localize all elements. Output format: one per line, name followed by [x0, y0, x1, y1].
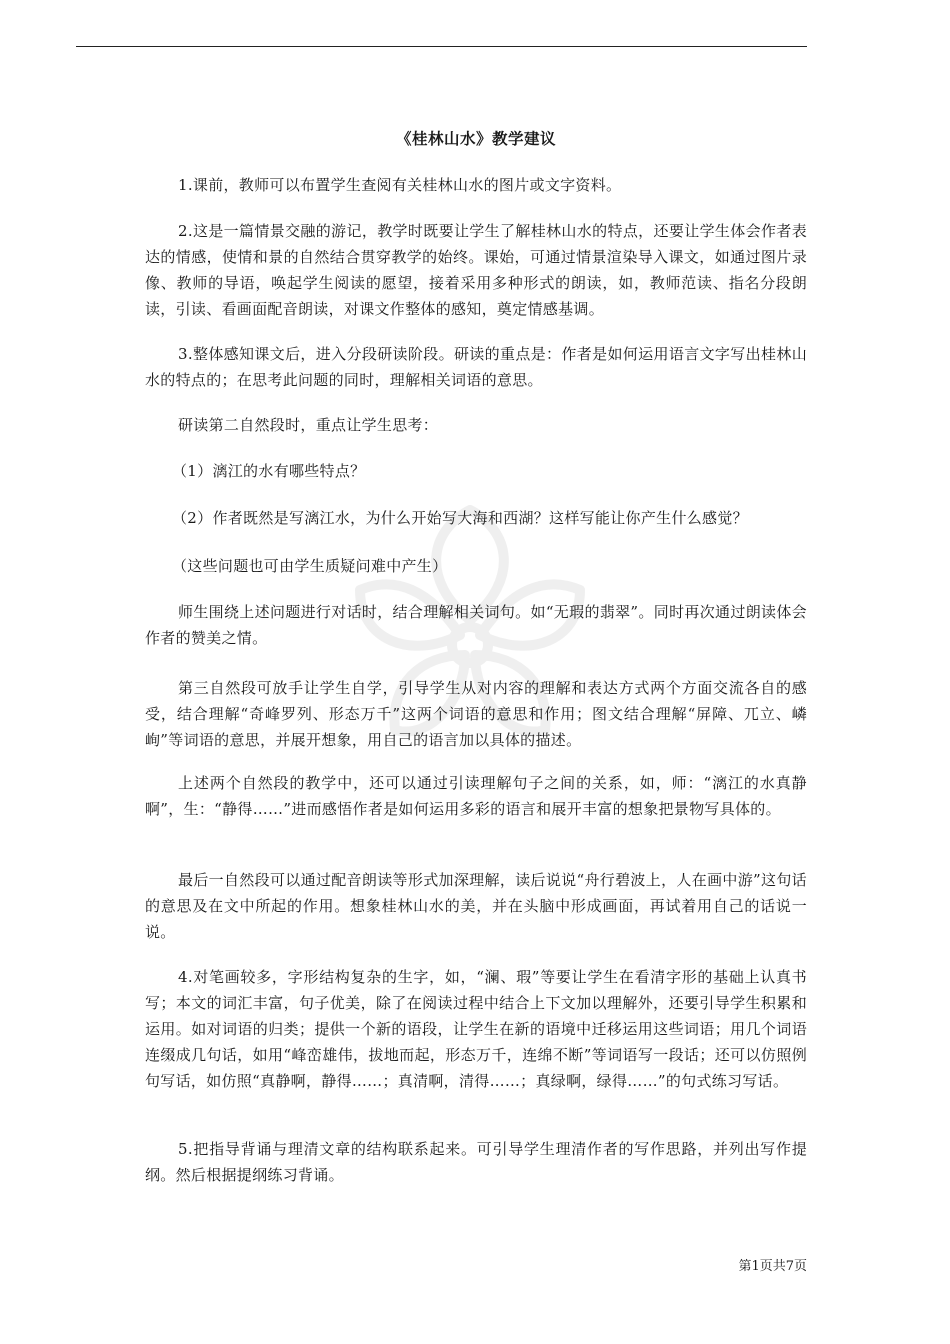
paragraph-8: 最后一自然段可以通过配音朗读等形式加深理解，读后说说“舟行碧波上，人在画中游”这句话的意思及在文中所起的作用。想象桂林山水的美，并在头脑中形成画面，再试着用自己的话说一说。: [145, 871, 807, 941]
page-number: 第1页共7页: [738, 1259, 807, 1274]
paragraph-6: 第三自然段可放手让学生自学，引导学生从对内容的理解和表达方式两个方面交流各自的感受，结合理解“奇峰罗列、形态万千”这两个词语的意思和作用；图文结合理解“屏障、兀立、嶙峋”等词语的意思，并展开想象，用自己的语言加以具体的描述。: [145, 679, 807, 749]
paragraph-10: 5.把指导背诵与理清文章的结构联系起来。可引导学生理清作者的写作思路，并列出写作提纲。然后根据提纲练习背诵。: [145, 1140, 807, 1184]
header-rule: [76, 46, 807, 47]
paragraph-9: 4.对笔画较多，字形结构复杂的生字，如，“澜、瑕”等要让学生在看清字形的基础上认真书写；本文的词汇丰富，句子优美，除了在阅读过程中结合上下文加以理解外，还要引导学生积累和运用。如对词语的归类；提供一个新的语段，让学生在新的语境中迁移运用这些词语；用几个词语连缀成几句话，如用“峰峦雄伟，拔地而起，形态万千，连绵不断”等词语写一段话；还可以仿照例句写话，如仿照“真静啊，静得……；真清啊，清得……；真绿啊，绿得……”的句式练习写话。: [145, 968, 807, 1090]
paragraph-7: 上述两个自然段的教学中，还可以通过引读理解句子之间的关系，如，师：“漓江的水真静啊”，生：“静得……”进而感悟作者是如何运用多彩的语言和展开丰富的想象把景物写具体的。: [145, 774, 807, 818]
document-title: 《桂林山水》教学建议: [395, 129, 556, 148]
paragraph-4: 研读第二自然段时，重点让学生思考：: [178, 416, 439, 434]
question-note: （这些问题也可由学生质疑问难中产生）: [172, 557, 448, 575]
paragraph-1: 1.课前，教师可以布置学生查阅有关桂林山水的图片或文字资料。: [178, 176, 622, 194]
question-2: （2）作者既然是写漓江水，为什么开始写大海和西湖？这样写能让你产生什么感觉？: [172, 509, 748, 527]
question-1: （1）漓江的水有哪些特点？: [172, 462, 366, 480]
paragraph-3: 3.整体感知课文后，进入分段研读阶段。研读的重点是：作者是如何运用语言文字写出桂林山水的特点的；在思考此问题的同时，理解相关词语的意思。: [145, 345, 807, 389]
paragraph-5: 师生围绕上述问题进行对话时，结合理解相关词句。如“无瑕的翡翠”。同时再次通过朗读体会作者的赞美之情。: [145, 603, 807, 647]
paragraph-2: 2.这是一篇情景交融的游记，教学时既要让学生了解桂林山水的特点，还要让学生体会作者表达的情感，使情和景的自然结合贯穿教学的始终。课始，可通过情景渲染导入课文，如通过图片录像、教师的导语，唤起学生阅读的愿望，接着采用多种形式的朗读，如，教师范读、指名分段朗读，引读、看画面配音朗读，对课文作整体的感知，奠定情感基调。: [145, 222, 807, 318]
